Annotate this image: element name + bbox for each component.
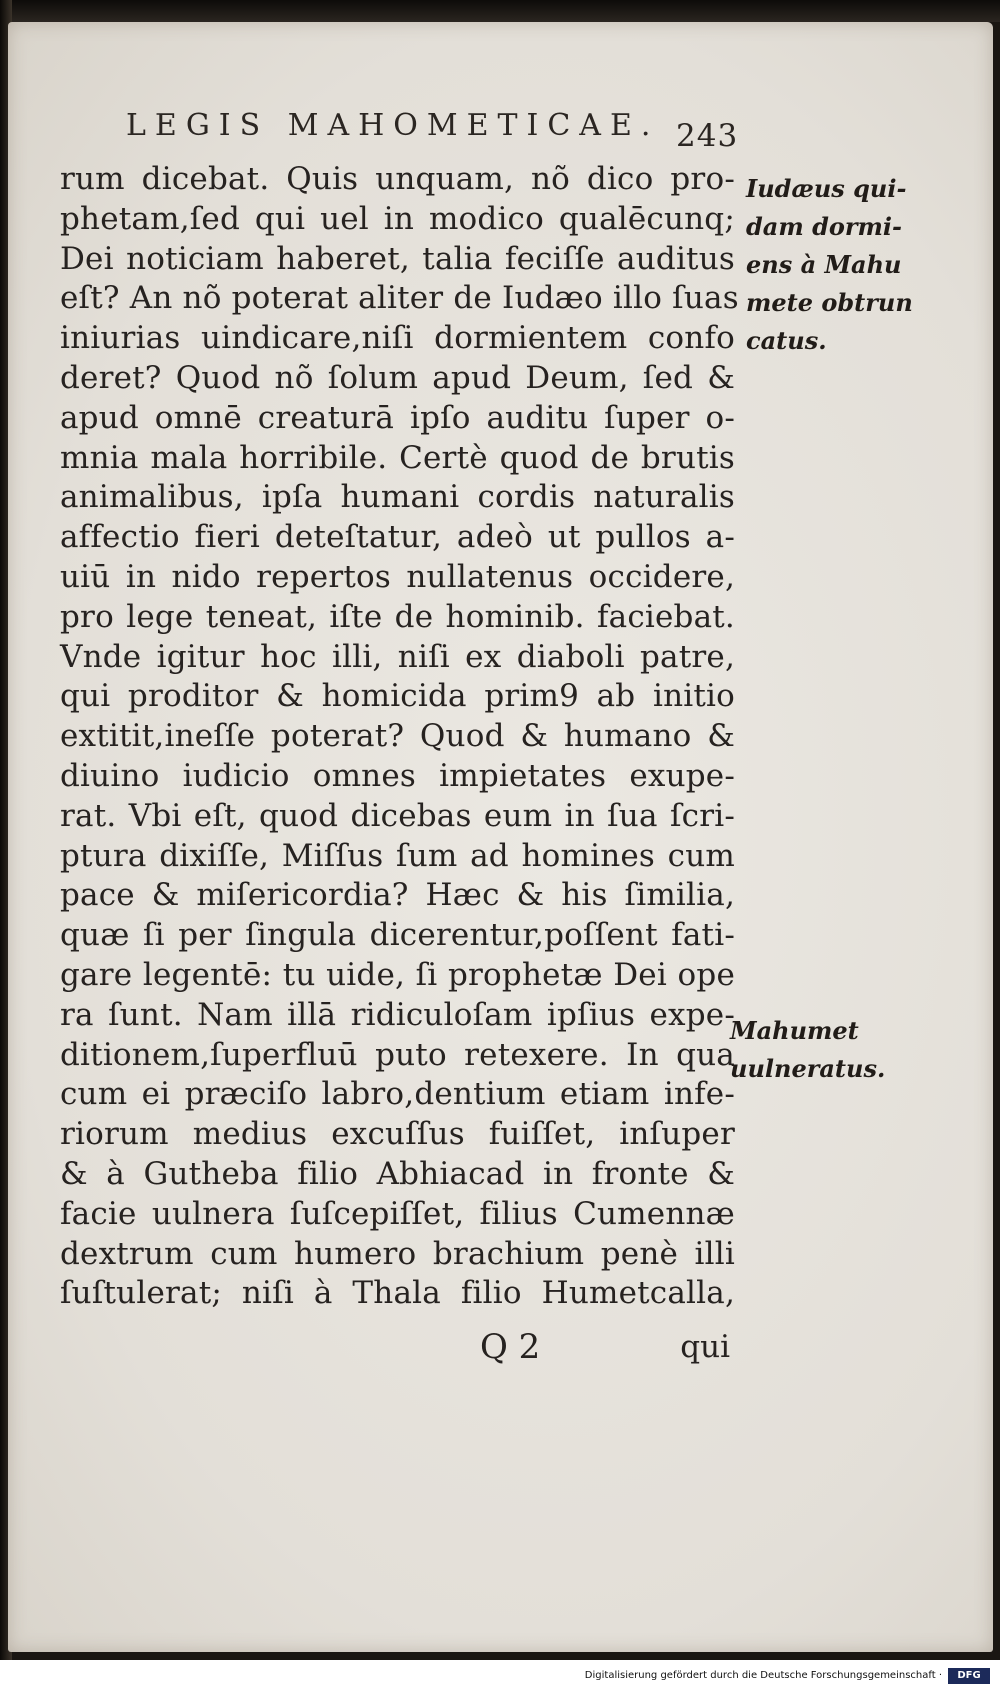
credit-strip <box>0 1660 1000 1693</box>
margin-note-line: uulneratus. <box>730 1054 886 1083</box>
margin-note-line: Mahumet <box>730 1016 859 1045</box>
text-line: Vnde igitur hoc illi, niſi ex diaboli patre, <box>60 638 735 675</box>
text-line: affectio fieri deteſtatur, adeò ut pullos a- <box>60 519 735 556</box>
text-line: mnia mala horribile. Certè quod de brutis <box>60 439 735 476</box>
margin-note-line: dam dormi- <box>746 212 902 241</box>
margin-note-line: ens à Mahu <box>746 250 902 279</box>
text-line: extitit,ineſſe poterat? Quod & humano & <box>60 718 735 755</box>
text-line: iniurias uindicare,niſi dormientem confo <box>60 320 735 357</box>
catchword: qui <box>680 1329 730 1365</box>
text-line: diuino iudicio omnes impietates exupe- <box>60 757 735 794</box>
text-line: animalibus, ipſa humani cordis naturalis <box>60 479 735 516</box>
signature-mark: Q 2 <box>480 1327 541 1367</box>
text-line: ſuſtulerat; niſi à Thala filio Humetcalla, <box>60 1275 735 1312</box>
text-line: pro lege teneat, iſte de hominib. faciebat. <box>60 598 735 635</box>
text-line: riorum medius excuſſus fuiſſet, inſuper <box>60 1116 735 1153</box>
main-text-block <box>60 160 739 1314</box>
page-number: 243 <box>676 118 739 154</box>
running-title: LEGIS MAHOMETICAE. <box>126 108 660 143</box>
text-line: pace & miſericordia? Hæc & his ſimilia, <box>60 877 735 914</box>
margin-note-line: catus. <box>746 326 827 355</box>
page-footer <box>470 1327 730 1371</box>
text-line: uiū in nido repertos nullatenus occidere, <box>60 558 735 595</box>
text-line: cum ei præciſo labro,dentium etiam infe- <box>60 1076 735 1113</box>
text-line: & à Gutheba filio Abhiacad in fronte & <box>60 1155 735 1192</box>
scan-background-top <box>0 0 1000 22</box>
text-line: facie uulnera ſuſcepiſſet, filius Cumennæ <box>60 1195 735 1232</box>
text-line: phetam,ſed qui uel in modico qualēcunq; <box>60 200 735 237</box>
margin-note-mahumet-wounded <box>730 1012 890 1088</box>
text-line: ditionem,ſuperfluū puto retexere. In qua <box>60 1036 735 1073</box>
funding-credit: Digitalisierung gefördert durch die Deutsche Forschungsgemeinschaft · <box>584 1670 942 1681</box>
margin-note-line: mete obtrun <box>746 288 913 317</box>
text-line: rat. Vbi eſt, quod dicebas eum in ſua ſcri- <box>60 797 735 834</box>
text-line: Dei noticiam haberet, talia feciſſe auditus <box>60 240 735 277</box>
text-line: ra ſunt. Nam illā ridiculoſam ipſius expe- <box>60 996 735 1033</box>
text-line: quæ ſi per ſingula dicerentur,poſſent fati- <box>60 917 735 954</box>
text-line: qui proditor & homicida prim9 ab initio <box>60 678 735 715</box>
margin-note-jew-killed <box>746 170 913 360</box>
text-line: ptura dixiſſe, Miſſus ſum ad homines cum <box>60 837 735 874</box>
text-line: rum dicebat. Quis unquam, nõ dico pro- <box>60 161 735 197</box>
text-line: apud omnē creaturā ipſo auditu ſuper o- <box>60 399 735 436</box>
text-line: eſt? An nõ poterat aliter de Iudæo illo ſuas <box>60 280 739 317</box>
text-line: dextrum cum humero brachium penè illi <box>60 1235 735 1272</box>
page-header <box>126 108 716 158</box>
book-page <box>8 22 993 1652</box>
margin-note-line: Iudæus qui- <box>746 174 907 203</box>
text-line: gare legentē: tu uide, ſi prophetæ Dei ope <box>60 956 735 993</box>
text-line: deret? Quod nõ ſolum apud Deum, ſed & <box>60 359 735 396</box>
dfg-logo: DFG <box>948 1668 990 1684</box>
